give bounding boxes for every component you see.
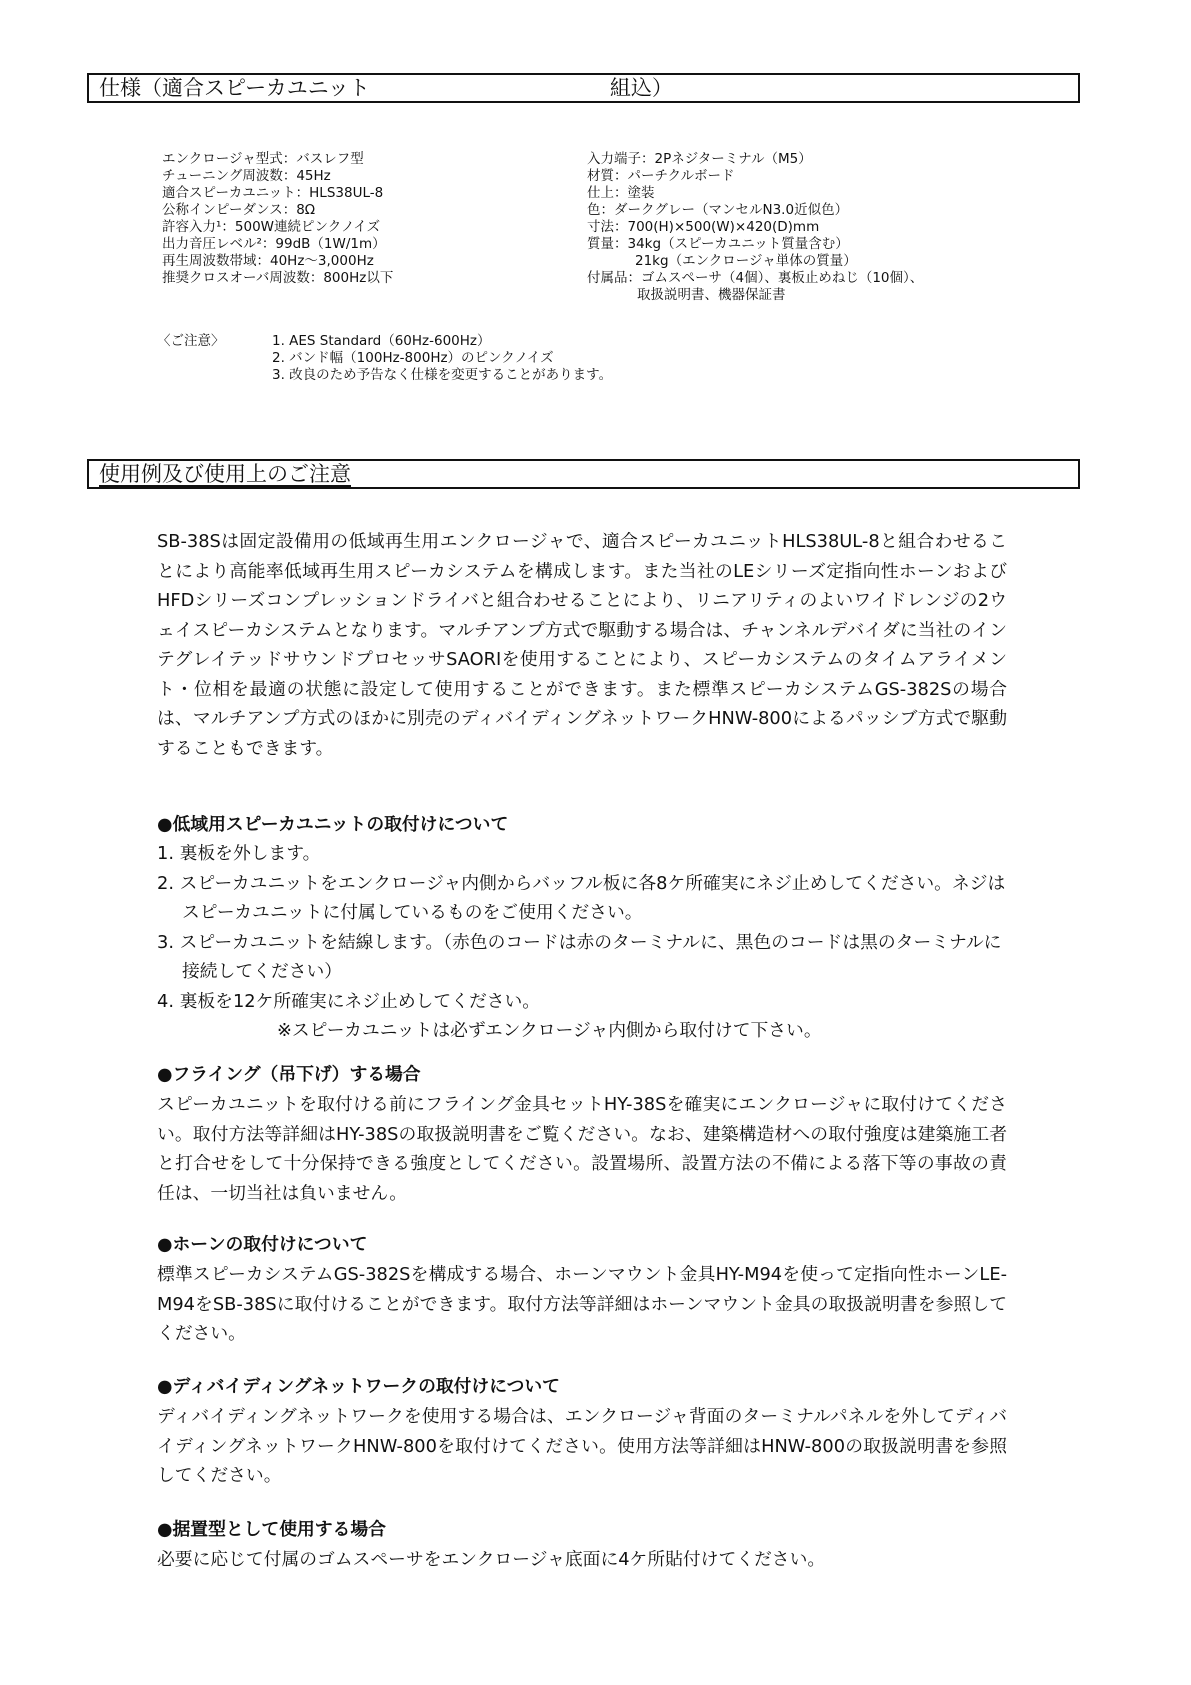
spec-item: チューニング周波数：45Hz (162, 168, 331, 184)
spec-header-right: 組込） (609, 76, 673, 100)
notes-list (272, 333, 612, 384)
spec-item: 仕上：塗装 (587, 185, 655, 201)
spec-item: 付属品：ゴムスペーサ（4個）、裏板止めねじ（10個）、 (587, 270, 924, 286)
notes-label: 〈ご注意〉 (157, 333, 225, 349)
spec-item: 推奨クロスオーバ周波数：800Hz以下 (162, 270, 394, 286)
note-item: 2. バンド幅（100Hz-800Hz）のピンクノイズ (272, 350, 554, 366)
step-item: 2. スピーカユニットをエンクロージャ内側からバッフル板に各8ケ所確実にネジ止めしてください。ネジはスピーカユニットに付属しているものをご使用ください。 (157, 872, 1006, 923)
horn-text: 標準スピーカシステムGS-382Sを構成する場合、ホーンマウント金具HY-M94を使って定指向性ホーンLE-M94をSB-38Sに取付けることができます。取付方法等詳細はホーンマウント金具の取扱説明書を参照してください。 (157, 1264, 1007, 1344)
spec-item: 色：ダークグレー（マンセルN3.0近似色） (587, 202, 849, 218)
spec-item: 取扱説明書、機器保証書 (637, 287, 786, 303)
spec-header-left: 仕様（適合スピーカユニット (99, 76, 370, 100)
flying-title: ●フライング（吊下げ）する場合 (157, 1064, 421, 1085)
spec-item: 21kg（エンクロージャ単体の質量） (635, 253, 857, 269)
note-item: 3. 改良のため予告なく仕様を変更することがあります。 (272, 367, 613, 383)
usage-section-header (87, 459, 1080, 489)
spec-item: 公称インピーダンス：8Ω (162, 202, 316, 218)
step-item: 1. 裏板を外します。 (157, 843, 321, 864)
spec-item: 出力音圧レベル²：99dB（1W/1m） (162, 236, 386, 252)
spec-item: 適合スピーカユニット：HLS38UL-8 (162, 185, 384, 201)
unit-install-steps (157, 839, 1007, 1046)
horn-title: ●ホーンの取付けについて (157, 1234, 368, 1255)
note-item: 1. AES Standard（60Hz-600Hz） (272, 333, 491, 349)
spec-list-left (162, 151, 393, 287)
network-text: ディバイディングネットワークを使用する場合は、エンクロージャ背面のターミナルパネルを外してディバイディングネットワークHNW-800を取付けてください。使用方法等詳細はHNW-800の取扱説明書を参照してください。 (157, 1406, 1007, 1486)
network-title: ●ディバイディングネットワークの取付けについて (157, 1376, 560, 1397)
spec-item: 再生周波数帯域：40Hz～3,000Hz (162, 253, 374, 269)
spec-item: 許容入力¹：500W連続ピンクノイズ (162, 219, 381, 235)
spec-list-right (587, 151, 923, 304)
flying-text: スピーカユニットを取付ける前にフライング金具セットHY-38Sを確実にエンクロージャに取付けてください。取付方法等詳細はHY-38Sの取扱説明書をご覧ください。なお、建築構造材への取付強度は建築施工者と打合せをして十分保持できる強度としてください。設置場所、設置方法の不備による落下等の事故の責任は、一切当社は負いません。 (157, 1094, 1007, 1204)
spec-item: 寸法：700(H)×500(W)×420(D)mm (587, 219, 820, 235)
spec-item: 材質：パーチクルボード (587, 168, 735, 184)
step-item: 3. スピーカユニットを結線します。（赤色のコードは赤のターミナルに、黒色のコードは黒のターミナルに接続してください） (157, 931, 1002, 982)
floor-title: ●据置型として使用する場合 (157, 1519, 386, 1540)
usage-intro: SB-38Sは固定設備用の低域再生用エンクロージャで、適合スピーカユニットHLS38UL-8と組合わせることにより高能率低域再生用スピーカシステムを構成します。また当社のLEシリーズ定指向性ホーンおよびHFDシリーズコンプレッションドライバと組合わせることにより、リニアリティのよいワイドレンジの2ウェイスピーカシステムとなります。マルチアンプ方式で駆動する場合は、チャンネルデバイダに当社のインテグレイテッドサウンドプロセッサSAORIを使用することにより、スピーカシステムのタイムアライメント・位相を最適の状態に設定して使用することができます。また標準スピーカシステムGS-382Sの場合は、マルチアンプ方式のほかに別売のディバイディングネットワークHNW-800によるパッシブ方式で駆動することもできます。 (157, 531, 1007, 759)
spec-item: 入力端子：2Pネジターミナル（M5） (587, 151, 812, 167)
spec-item: 質量：34kg（スピーカユニット質量含む） (587, 236, 849, 252)
floor-text: 必要に応じて付属のゴムスペーサをエンクロージャ底面に4ケ所貼付けてください。 (157, 1549, 826, 1570)
spec-item: エンクロージャ型式：バスレフ型 (162, 151, 364, 167)
unit-install-note: ※スピーカユニットは必ずエンクロージャ内側から取付けて下さい。 (277, 1020, 822, 1041)
usage-header-title: 使用例及び使用上のご注意 (99, 462, 351, 486)
step-item: 4. 裏板を12ケ所確実にネジ止めしてください。 (157, 990, 541, 1012)
unit-install-title: ●低域用スピーカユニットの取付けについて (157, 814, 509, 835)
spec-section-header (87, 73, 1080, 103)
